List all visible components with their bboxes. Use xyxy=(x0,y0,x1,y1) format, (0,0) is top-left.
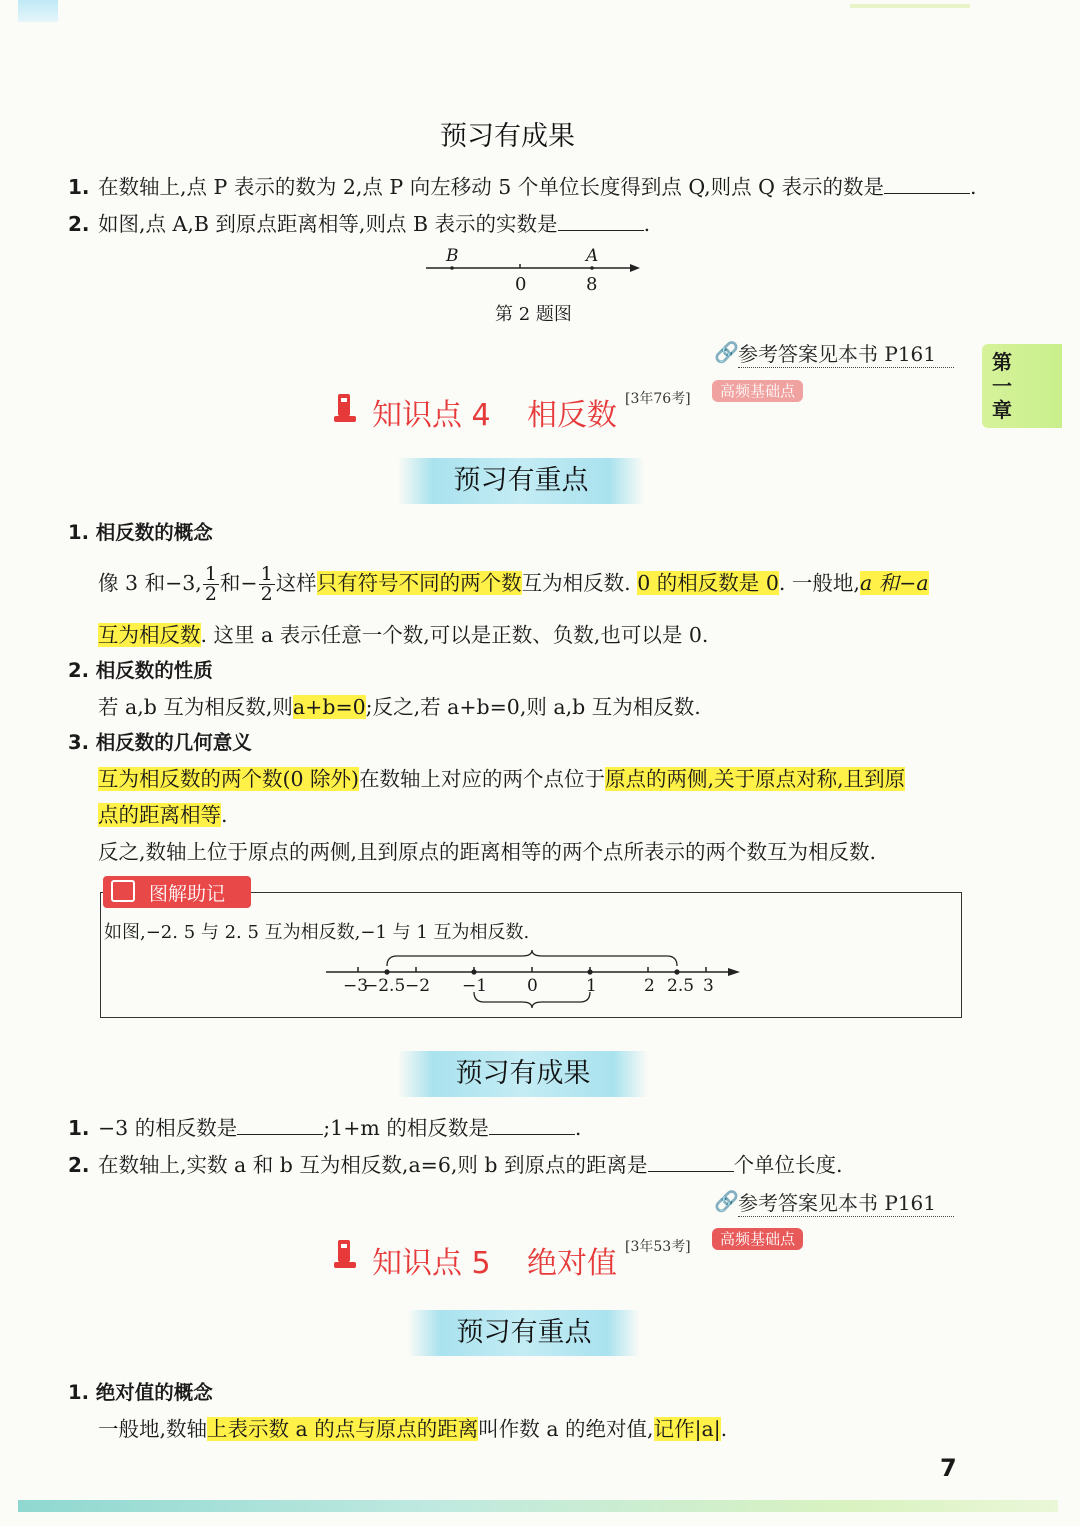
question-number: 2. xyxy=(68,212,90,236)
text: 这样 xyxy=(275,571,317,595)
question-text: . xyxy=(574,1116,582,1140)
highlighted-text: 0 的相反数是 0 xyxy=(637,571,779,595)
numerator: 1 xyxy=(204,563,217,585)
point-b-label: B xyxy=(446,246,459,266)
question-1: 在数轴上,点 P 表示的数为 2,点 P 向左移动 5 个单位长度得到点 Q,则点 Q 表示的数是 . xyxy=(98,172,977,202)
tick-label: −3 xyxy=(343,976,369,996)
heading-number: 2. xyxy=(68,659,89,682)
text: 叫作数 a 的绝对值, xyxy=(478,1417,654,1441)
heading-text: 相反数的几何意义 xyxy=(95,731,252,754)
text: 一般地,数轴 xyxy=(98,1417,208,1441)
exam-frequency-tag: [3年76考] xyxy=(625,391,691,407)
text: . 这里 a 表示任意一个数,可以是正数、负数,也可以是 0. xyxy=(200,623,709,647)
concept-1-paragraph-line-2 xyxy=(98,620,708,650)
tick-label-8: 8 xyxy=(586,274,598,295)
question-number: 2. xyxy=(68,1153,90,1177)
abs-concept-paragraph xyxy=(98,1414,727,1444)
section-title-results-1: 预习有成果 xyxy=(440,121,575,152)
chapter-tab-char: 一 xyxy=(992,374,1012,398)
knowledge-point-title: 知识点 4 xyxy=(372,398,491,433)
concept-2-paragraph xyxy=(98,692,701,722)
point-2-5 xyxy=(674,969,679,974)
point-b xyxy=(450,266,454,270)
concept-heading-2 xyxy=(68,656,213,686)
question-text: 在数轴上,点 P 表示的数为 2,点 P 向左移动 5 个单位长度得到点 Q,则点 Q 表示的数是 xyxy=(98,175,884,199)
answer-blank xyxy=(884,172,970,194)
highlighted-text: 记作|a| xyxy=(653,1417,721,1441)
answer-blank xyxy=(558,209,644,231)
text: 若 a,b 互为相反数,则 xyxy=(98,695,293,719)
figure-caption: 第 2 题图 xyxy=(495,304,572,325)
tick-label: 1 xyxy=(586,976,597,996)
question-2: 如图,点 A,B 到原点距离相等,则点 B 表示的实数是 . xyxy=(98,209,650,239)
text: 互为相反数. xyxy=(521,571,631,595)
point-minus-2-5 xyxy=(384,969,389,974)
heading-number: 3. xyxy=(68,731,89,754)
chapter-tab xyxy=(982,344,1062,428)
text: ;反之,若 a+b=0,则 a,b 互为相反数. xyxy=(365,695,701,719)
text: . 一般地, xyxy=(778,571,860,595)
diagram-aid-tag xyxy=(103,876,251,908)
text: . xyxy=(720,1417,728,1441)
point-1 xyxy=(587,969,592,974)
text: 像 3 和−3, xyxy=(98,571,202,595)
section-banner-key-points: 预习有重点 xyxy=(408,1310,640,1356)
highlighted-text: 上表示数 a 的点与原点的距离 xyxy=(207,1417,479,1441)
abs-concept-heading xyxy=(68,1378,213,1408)
highlighted-text: 原点的两侧,关于原点对称,且到原 xyxy=(605,767,906,791)
text: 反之,数轴上位于原点的两侧,且到原点的距离相等的两个点所表示的两个数互为相反数. xyxy=(98,840,877,864)
fraction-half xyxy=(259,565,275,604)
heading-number: 1. xyxy=(68,521,89,544)
page-number: 7 xyxy=(940,1454,957,1482)
section-banner-key-points: 预习有重点 xyxy=(398,458,644,504)
heading-text: 相反数的性质 xyxy=(95,659,213,682)
question-1 xyxy=(98,1113,581,1143)
question-number: 1. xyxy=(68,1116,90,1140)
question-text: 个单位长度. xyxy=(733,1153,843,1177)
question-text: −3 的相反数是 xyxy=(98,1116,238,1140)
answer-blank xyxy=(489,1113,575,1135)
concept-1-paragraph-line-1 xyxy=(98,563,929,604)
tick-label: 3 xyxy=(703,976,714,996)
concept-heading-3 xyxy=(68,728,252,758)
knowledge-point-title: 知识点 5 xyxy=(372,1246,491,1281)
answer-reference: 参考答案见本书 P161 xyxy=(738,1187,954,1217)
exam-frequency-tag: [3年53考] xyxy=(625,1239,691,1255)
knowledge-point-name: 绝对值 xyxy=(527,1246,617,1281)
highlighted-text: 点的距离相等 xyxy=(98,803,221,827)
chapter-tab-char: 第 xyxy=(992,350,1012,374)
tick-label: −2.5 xyxy=(364,976,406,996)
knowledge-point-icon xyxy=(332,1238,358,1270)
tick-label: 2 xyxy=(644,976,655,996)
question-text: 如图,点 A,B 到原点距离相等,则点 B 表示的实数是 xyxy=(98,212,558,236)
text: . xyxy=(221,803,228,827)
arrow-head xyxy=(728,968,740,976)
highlighted-text: 互为相反数的两个数(0 除外) xyxy=(98,767,360,791)
tick-label-0: 0 xyxy=(515,274,527,295)
denominator: 2 xyxy=(260,583,273,605)
section-banner-results: 预习有成果 xyxy=(398,1051,648,1097)
tick-label: −1 xyxy=(462,976,488,996)
highlighted-text: 只有符号不同的两个数 xyxy=(316,571,522,595)
concept-3-paragraph-line-2 xyxy=(98,800,228,830)
text: 和− xyxy=(219,571,258,595)
tick-label: 0 xyxy=(527,976,538,996)
knowledge-point-icon xyxy=(332,392,358,424)
numerator: 1 xyxy=(260,563,273,585)
answer-reference: 参考答案见本书 P161 xyxy=(738,338,954,368)
tick-label: −2 xyxy=(405,976,431,996)
high-frequency-badge: 高频基础点 xyxy=(712,1228,803,1250)
high-frequency-badge: 高频基础点 xyxy=(712,380,803,402)
question-text: 在数轴上,实数 a 和 b 互为相反数,a=6,则 b 到原点的距离是 xyxy=(98,1153,648,1177)
chapter-tab-char: 章 xyxy=(992,398,1012,422)
brace-top xyxy=(387,950,677,966)
point-a-label: A xyxy=(586,246,599,266)
concept-3-paragraph-line-3 xyxy=(98,837,876,867)
highlighted-text: 互为相反数 xyxy=(98,623,201,647)
pencil-icon xyxy=(111,880,135,902)
question-number: 1. xyxy=(68,175,90,199)
answer-blank xyxy=(648,1150,734,1172)
fraction-half xyxy=(203,565,219,604)
point-a xyxy=(590,266,594,270)
heading-text: 相反数的概念 xyxy=(95,521,213,544)
link-icon: 🔗 xyxy=(714,1189,739,1213)
tick-label: 2.5 xyxy=(667,976,695,996)
answer-blank xyxy=(237,1113,323,1135)
heading-number: 1. xyxy=(68,1381,89,1404)
text: 在数轴上对应的两个点位于 xyxy=(359,767,606,791)
link-icon: 🔗 xyxy=(714,340,739,364)
diagram-aid-label: 图解助记 xyxy=(149,883,226,905)
knowledge-point-name: 相反数 xyxy=(527,398,617,433)
question-text: ;1+m 的相反数是 xyxy=(323,1116,489,1140)
highlighted-text: a+b=0 xyxy=(292,695,366,719)
top-decoration xyxy=(18,0,58,22)
arrow-head xyxy=(630,264,640,272)
heading-text: 绝对值的概念 xyxy=(95,1381,213,1404)
diagram-aid-text: 如图,−2. 5 与 2. 5 互为相反数,−1 与 1 互为相反数. xyxy=(104,922,530,943)
point-minus-1 xyxy=(471,969,476,974)
concept-3-paragraph-line-1 xyxy=(98,764,905,794)
top-decoration-right xyxy=(850,4,970,8)
question-2 xyxy=(98,1150,843,1180)
highlighted-text: a 和−a xyxy=(859,571,929,595)
denominator: 2 xyxy=(204,583,217,605)
concept-heading-1 xyxy=(68,518,213,548)
bottom-decoration xyxy=(18,1500,1058,1512)
